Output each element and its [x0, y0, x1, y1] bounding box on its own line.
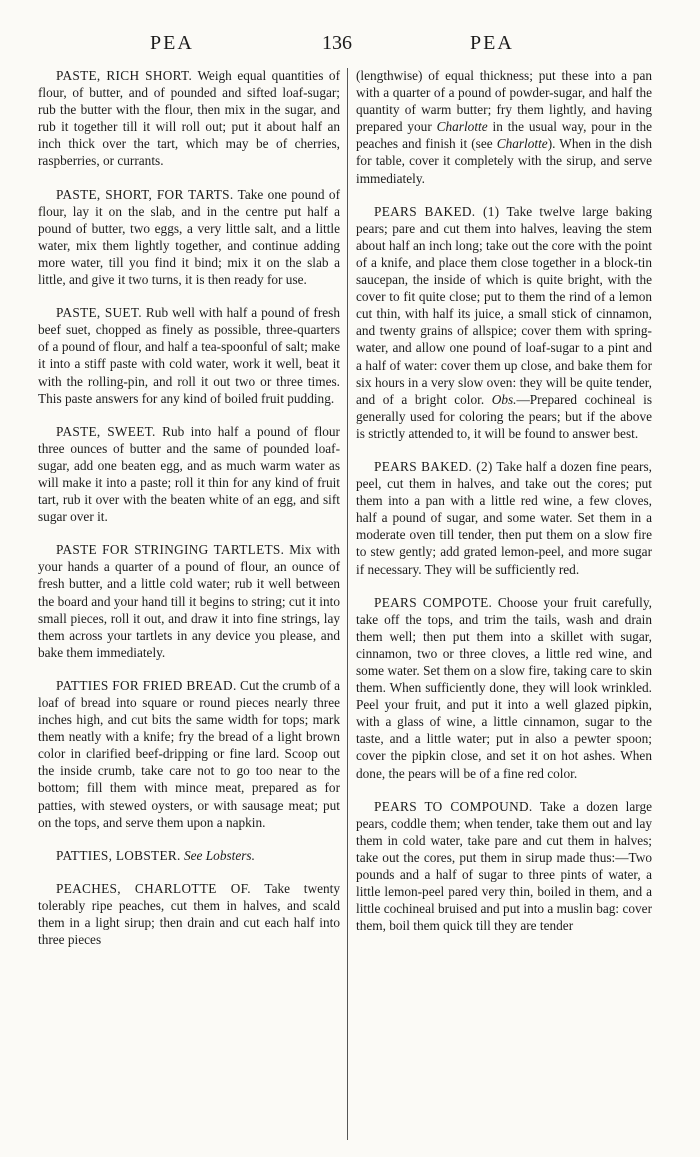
- running-header: [0, 32, 700, 60]
- entry-text: Take twenty tolerably ripe peaches, cut them in halves, and scald them in a light sirup; then drain and cut each half into three pieces: [38, 880, 340, 948]
- entry-text: Take twelve large baking pears; pare and cut them into halves, leaving the stem about half an inch long; take out the core with the point of a knife, and place them close together in a block-tin saucepan, the inside of which is quite bright, with the cover to fit quite close; put to them the rind of a lemon cut thin, with half its juice, a small stick of cinnamon, and twenty grains of allspice; cover them with spring-water, and allow one pound of loaf-sugar to a pint and a half of water: cover them up close, and bake them for six hours in a very slow oven: they will be quite tender, and of a bright color.: [356, 203, 652, 407]
- entry-peaches-charlotte: [38, 880, 340, 948]
- continuation-italic: Charlotte: [496, 136, 548, 152]
- continuation-text: ). When in the dish for table, cover it completely with the sirup, and serve immediately.: [356, 136, 653, 186]
- entry-heading: PEARS BAKED. (1): [374, 203, 500, 219]
- entry-heading: PEARS TO COMPOUND.: [374, 798, 533, 814]
- entry-pears-baked-1: [356, 203, 652, 442]
- entry-patties-fried-bread: [38, 677, 340, 831]
- entry-heading: PATTIES FOR FRIED BREAD.: [56, 677, 237, 693]
- entry-text: Choose your fruit carefully, take off the tops, and trim the tails, wash and drain them well; then put them into a skillet with sugar, cinnamon, two or three cloves, a little red wine, and some water. Set them on a slow fire, taking care to skin them. When sufficiently done, they will look wrinkled. Peel your fruit, and put it into a well glazed pipkin, with a glass of wine, a little cinnamon, sugar to the taste, and a little water; put in also a pewter spoon; cover the pipkin close, and set it on hot ashes. When done, the pears will be of a fine red color.: [356, 594, 652, 781]
- entry-paste-stringing-tartlets: [38, 541, 340, 661]
- entry-patties-lobster: [38, 847, 340, 864]
- entry-paste-sweet: [38, 423, 340, 526]
- header-right-word: PEA: [470, 32, 514, 54]
- obs-text: —Prepared cochineal is generally used for coloring the pears; but if the above is strictly attended to, it will be found to answer best.: [356, 391, 652, 441]
- obs-label: Obs.: [491, 391, 517, 407]
- entry-pears-compote: [356, 594, 652, 782]
- entry-text: Weigh equal quantities of flour, of butter, and of pounded and sifted loaf-sugar; rub the butter with the flour, then mix in the sugar, and rub it together till it will roll out; put it about half an inch thick over the tart, which may be of cherries, raspberries, or currants.: [38, 68, 341, 169]
- entry-heading: PATTIES, LOBSTER.: [56, 847, 181, 863]
- entry-heading: PASTE, SWEET.: [56, 423, 156, 439]
- continuation-text: (lengthwise) of equal thickness; put these into a pan with a quarter of a pound of powder-sugar, and half the quantity of warm butter; fry them lightly, and having prepared your: [356, 68, 652, 135]
- cross-reference: See Lobsters.: [184, 847, 255, 863]
- continuation-text: in the usual way, pour in the peaches and finish it (see: [356, 119, 653, 152]
- entry-heading: PASTE, RICH SHORT.: [56, 68, 193, 83]
- continuation-italic: Charlotte: [436, 119, 488, 135]
- entry-paste-short-tarts: [38, 186, 340, 289]
- right-column: [356, 67, 652, 1147]
- column-divider: [347, 68, 348, 1140]
- header-left-word: PEA: [150, 32, 194, 54]
- entry-paste-suet: [38, 304, 340, 407]
- entry-heading: PEARS COMPOTE.: [374, 594, 493, 610]
- entry-paste-rich-short: [38, 67, 340, 170]
- entry-text: Cut the crumb of a loaf of bread into square or round pieces nearly three inches high, and cut bits the same width for tops; mark them neatly with a knife; fry the bread of a light brown color in clarified beef-dripping or fine lard. Scoop out the inside crumb, take care not to go too near to the bottom; fill them with mince meat, prepared as for patties, with stewed oysters, or with sausage meat; put on the tops, and serve them upon a napkin.: [38, 677, 340, 830]
- entry-heading: PEARS BAKED. (2): [374, 458, 493, 474]
- entry-pears-to-compound: [356, 798, 652, 935]
- page-number: 136: [322, 32, 352, 54]
- entry-pears-baked-2: [356, 458, 652, 578]
- entry-continuation: [356, 67, 652, 187]
- left-column: [38, 67, 340, 1147]
- entry-heading: PASTE, SUET.: [56, 305, 142, 321]
- entry-text: Take half a dozen fine pears, peel, cut them in halves, and take out the cores; put them into a pan with a little red wine, a few cloves, half a pound of sugar, and some water. Set them in a moderate oven till tender, then put them on a slow fire to stew gently; add grated lemon-peel, and more sugar if necessary. They will be sufficiently red.: [356, 458, 652, 577]
- entry-text: Rub into half a pound of flour three ounces of butter and the same of pounded loaf-sugar, add one beaten egg, and as much warm water as will make it into a paste; roll it thin for any kind of fruit tart, rub it over with the beaten white of an egg, and sift sugar over it.: [38, 423, 340, 525]
- entry-text: Take one pound of flour, lay it on the slab, and in the centre put half a pound of butter, two eggs, a very little salt, and a little water, mix them lightly together, and continue adding more water, till you find it bind; mix it on the slab a little, and give it two turns, it is then ready for use.: [38, 186, 340, 288]
- entry-heading: PASTE FOR STRINGING TARTLETS.: [56, 542, 285, 558]
- entry-text: Take a dozen large pears, coddle them; when tender, take them out and lay them in cold water, take pare and cut them in halves; take out the cores, put them in sirup made thus:—Two pounds and a half of sugar to three pints of water, a little lemon-peel pared very thin, boiled in them, and a little cochineal bruised and put into a muslin bag: cover them, boil them quick till they are tender: [356, 798, 652, 934]
- entry-text: Mix with your hands a quarter of a pound of flour, an ounce of fresh butter, and a little cold water; rub it well between the board and your hand till it begins to string; cut it into small pieces, roll it out, and draw it into fine strings, lay them across your tartlets in any device you please, and bake them immediately.: [38, 542, 340, 660]
- entry-text: Rub well with half a pound of fresh beef suet, chopped as finely as possible, three-quarters of a pound of flour, and half a tea-spoonful of salt; make it into a stiff paste with cold water, work it well, beat it with the rolling-pin, and roll it out two or three times. This paste answers for any kind of boiled fruit pudding.: [38, 305, 341, 406]
- entry-heading: PEACHES, CHARLOTTE OF.: [56, 880, 251, 896]
- entry-heading: PASTE, SHORT, FOR TARTS.: [56, 186, 234, 202]
